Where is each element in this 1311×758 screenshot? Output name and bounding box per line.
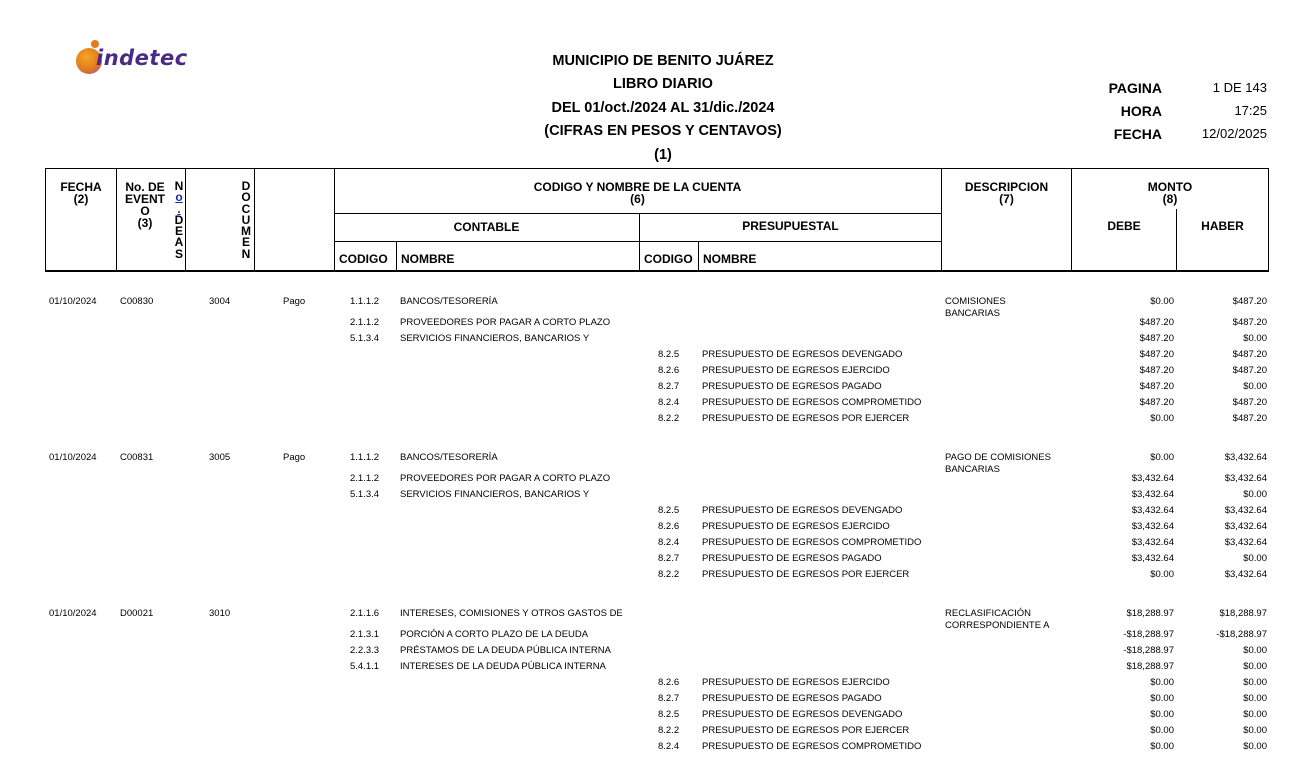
line-haber: $0.00 <box>1243 553 1267 564</box>
report-title: LIBRO DIARIO <box>613 76 713 88</box>
line-haber: $0.00 <box>1243 709 1267 720</box>
line-debe: $0.00 <box>1150 709 1174 720</box>
line-nombre-presupuestal: PRESUPUESTO DE EGRESOS PAGADO <box>702 693 882 704</box>
line-haber: $487.20 <box>1232 296 1267 307</box>
line-haber: $0.00 <box>1243 725 1267 736</box>
line-debe: $3,432.64 <box>1131 553 1174 564</box>
line-nombre-presupuestal: PRESUPUESTO DE EGRESOS POR EJERCER <box>702 413 910 424</box>
line-codigo-presupuestal: 8.2.7 <box>658 553 680 564</box>
line-nombre-contable: BANCOS/TESORERÍA <box>400 296 498 307</box>
line-haber: $487.20 <box>1232 349 1267 360</box>
line-haber: $0.00 <box>1243 693 1267 704</box>
line-nombre-contable: PRÉSTAMOS DE LA DEUDA PÚBLICA INTERNA <box>400 645 611 656</box>
line-debe: $0.00 <box>1150 677 1174 688</box>
entry-descripcion: RECLASIFICACIÓN <box>945 608 1032 619</box>
line-codigo-contable: 1.1.1.2 <box>350 296 380 307</box>
line-haber: $3,432.64 <box>1224 521 1267 532</box>
entry-descripcion: PAGO DE COMISIONES <box>945 452 1051 463</box>
entry-fecha: 01/10/2024 <box>49 608 97 619</box>
column-header-table <box>45 168 1269 272</box>
line-codigo-presupuestal: 8.2.6 <box>658 365 680 376</box>
entry-fecha: 01/10/2024 <box>49 452 97 463</box>
line-codigo-contable: 2.1.1.2 <box>350 473 380 484</box>
line-nombre-presupuestal: PRESUPUESTO DE EGRESOS DEVENGADO <box>702 709 903 720</box>
col-codigo-contable: CODIGO <box>339 252 388 266</box>
line-haber: $0.00 <box>1243 677 1267 688</box>
col-nombre-presupuestal: NOMBRE <box>703 252 757 266</box>
line-haber: $3,432.64 <box>1224 473 1267 484</box>
report-period: DEL 01/oct./2024 AL 31/dic./2024 <box>551 100 775 116</box>
line-haber: $18,288.97 <box>1219 608 1267 619</box>
line-debe: $0.00 <box>1150 296 1174 307</box>
line-nombre-presupuestal: PRESUPUESTO DE EGRESOS DEVENGADO <box>702 349 903 360</box>
col-cuenta: CODIGO Y NOMBRE DE LA CUENTA (6) <box>533 180 742 206</box>
line-nombre-contable: PORCIÓN A CORTO PLAZO DE LA DEUDA <box>400 629 589 640</box>
line-codigo-presupuestal: 8.2.5 <box>658 505 680 516</box>
line-nombre-presupuestal: PRESUPUESTO DE EGRESOS DEVENGADO <box>702 505 903 516</box>
line-debe: $487.20 <box>1139 397 1174 408</box>
line-haber: $3,432.64 <box>1224 505 1267 516</box>
col-contable: CONTABLE <box>453 220 520 234</box>
entry-documento: 3010 <box>209 608 231 619</box>
entry-descripcion: BANCARIAS <box>945 308 1000 319</box>
line-codigo-presupuestal: 8.2.4 <box>658 741 680 752</box>
line-codigo-contable: 5.1.3.4 <box>350 489 380 500</box>
line-nombre-presupuestal: PRESUPUESTO DE EGRESOS PAGADO <box>702 553 882 564</box>
line-haber: $0.00 <box>1243 661 1267 672</box>
pagina-value: 1 DE 143 <box>1212 80 1267 95</box>
line-nombre-presupuestal: PRESUPUESTO DE EGRESOS COMPROMETIDO <box>702 537 922 548</box>
line-debe: $18,288.97 <box>1126 608 1174 619</box>
entry-evento: C00830 <box>120 296 154 307</box>
line-codigo-contable: 2.1.1.6 <box>350 608 380 619</box>
col-debe: DEBE <box>1107 219 1141 233</box>
line-codigo-contable: 5.4.1.1 <box>350 661 380 672</box>
line-haber: $0.00 <box>1243 489 1267 500</box>
line-nombre-presupuestal: PRESUPUESTO DE EGRESOS POR EJERCER <box>702 725 910 736</box>
line-codigo-contable: 2.1.1.2 <box>350 317 380 328</box>
line-haber: $487.20 <box>1232 365 1267 376</box>
line-codigo-presupuestal: 8.2.7 <box>658 693 680 704</box>
line-nombre-presupuestal: PRESUPUESTO DE EGRESOS EJERCIDO <box>702 365 890 376</box>
logo-wordmark: indetec <box>96 46 188 70</box>
col-haber: HABER <box>1201 219 1244 233</box>
line-haber: $0.00 <box>1243 741 1267 752</box>
line-nombre-presupuestal: PRESUPUESTO DE EGRESOS EJERCIDO <box>702 521 890 532</box>
line-codigo-presupuestal: 8.2.5 <box>658 349 680 360</box>
line-nombre-contable: SERVICIOS FINANCIEROS, BANCARIOS Y <box>400 333 590 344</box>
line-haber: $487.20 <box>1232 413 1267 424</box>
hora-value: 17:25 <box>1234 103 1267 118</box>
line-nombre-presupuestal: PRESUPUESTO DE EGRESOS POR EJERCER <box>702 569 910 580</box>
line-codigo-presupuestal: 8.2.2 <box>658 725 680 736</box>
line-codigo-presupuestal: 8.2.6 <box>658 677 680 688</box>
report-entity: MUNICIPIO DE BENITO JUÁREZ <box>552 53 774 69</box>
line-haber: $487.20 <box>1232 317 1267 328</box>
col-documento: D O C U M E N <box>241 181 251 261</box>
line-debe: $487.20 <box>1139 317 1174 328</box>
line-codigo-presupuestal: 8.2.6 <box>658 521 680 532</box>
line-debe: $3,432.64 <box>1131 537 1174 548</box>
line-nombre-contable: INTERESES DE LA DEUDA PÚBLICA INTERNA <box>400 661 606 672</box>
hora-label: HORA <box>1120 103 1162 119</box>
entry-evento: C00831 <box>120 452 154 463</box>
line-haber: $0.00 <box>1243 333 1267 344</box>
col-monto: MONTO (8) <box>1147 180 1193 206</box>
line-haber: $3,432.64 <box>1224 452 1267 463</box>
col-nombre-contable: NOMBRE <box>401 252 455 266</box>
line-debe: $3,432.64 <box>1131 521 1174 532</box>
line-debe: $487.20 <box>1139 349 1174 360</box>
entry-fecha: 01/10/2024 <box>49 296 97 307</box>
entry-evento: D00021 <box>120 608 154 619</box>
line-codigo-contable: 1.1.1.2 <box>350 452 380 463</box>
line-codigo-presupuestal: 8.2.4 <box>658 397 680 408</box>
line-nombre-presupuestal: PRESUPUESTO DE EGRESOS COMPROMETIDO <box>702 397 922 408</box>
col-no-de-asiento: N o . D E A S <box>174 181 184 261</box>
col-evento: No. DE EVENT O (3) <box>124 180 165 230</box>
line-codigo-contable: 5.1.3.4 <box>350 333 380 344</box>
line-debe: $487.20 <box>1139 381 1174 392</box>
line-nombre-presupuestal: PRESUPUESTO DE EGRESOS EJERCIDO <box>702 677 890 688</box>
entry-documento: 3004 <box>209 296 231 307</box>
line-codigo-presupuestal: 8.2.5 <box>658 709 680 720</box>
line-nombre-contable: PROVEEDORES POR PAGAR A CORTO PLAZO <box>400 473 611 484</box>
line-codigo-contable: 2.2.3.3 <box>350 645 380 656</box>
line-haber: -$18,288.97 <box>1216 629 1267 640</box>
entry-documento: 3005 <box>209 452 231 463</box>
line-codigo-contable: 2.1.3.1 <box>350 629 380 640</box>
line-haber: $487.20 <box>1232 397 1267 408</box>
line-codigo-presupuestal: 8.2.2 <box>658 569 680 580</box>
line-debe: -$18,288.97 <box>1123 645 1174 656</box>
indetec-logo <box>76 40 206 80</box>
entry-tipo: Pago <box>283 296 306 307</box>
line-codigo-presupuestal: 8.2.2 <box>658 413 680 424</box>
line-nombre-presupuestal: PRESUPUESTO DE EGRESOS PAGADO <box>702 381 882 392</box>
line-debe: $18,288.97 <box>1126 661 1174 672</box>
report-units: (CIFRAS EN PESOS Y CENTAVOS) <box>544 123 782 139</box>
line-haber: $3,432.64 <box>1224 537 1267 548</box>
entry-descripcion: COMISIONES <box>945 296 1006 307</box>
line-haber: $3,432.64 <box>1224 569 1267 580</box>
line-debe: $0.00 <box>1150 725 1174 736</box>
line-debe: $3,432.64 <box>1131 505 1174 516</box>
line-debe: $487.20 <box>1139 365 1174 376</box>
line-debe: $3,432.64 <box>1131 473 1174 484</box>
line-debe: $0.00 <box>1150 741 1174 752</box>
line-haber: $0.00 <box>1243 645 1267 656</box>
line-debe: -$18,288.97 <box>1123 629 1174 640</box>
line-nombre-contable: SERVICIOS FINANCIEROS, BANCARIOS Y <box>400 489 590 500</box>
line-haber: $0.00 <box>1243 381 1267 392</box>
line-codigo-presupuestal: 8.2.4 <box>658 537 680 548</box>
col-presupuestal: PRESUPUESTAL <box>742 219 839 233</box>
line-nombre-presupuestal: PRESUPUESTO DE EGRESOS COMPROMETIDO <box>702 741 922 752</box>
line-debe: $487.20 <box>1139 333 1174 344</box>
line-debe: $0.00 <box>1150 413 1174 424</box>
fecha-label: FECHA <box>1113 126 1162 142</box>
line-debe: $0.00 <box>1150 569 1174 580</box>
entry-tipo: Pago <box>283 452 306 463</box>
col-codigo-presupuestal: CODIGO <box>644 252 693 266</box>
col-descripcion: DESCRIPCION (7) <box>964 180 1049 206</box>
line-nombre-contable: INTERESES, COMISIONES Y OTROS GASTOS DE <box>400 608 623 619</box>
line-debe: $3,432.64 <box>1131 489 1174 500</box>
entry-descripcion: CORRESPONDIENTE A <box>945 620 1050 631</box>
entry-descripcion: BANCARIAS <box>945 464 1000 475</box>
col-fecha: FECHA (2) <box>60 180 102 206</box>
line-nombre-contable: BANCOS/TESORERÍA <box>400 452 498 463</box>
line-debe: $0.00 <box>1150 452 1174 463</box>
fecha-value: 12/02/2025 <box>1201 126 1267 141</box>
report-ref: (1) <box>654 147 672 163</box>
line-codigo-presupuestal: 8.2.7 <box>658 381 680 392</box>
line-debe: $0.00 <box>1150 693 1174 704</box>
line-nombre-contable: PROVEEDORES POR PAGAR A CORTO PLAZO <box>400 317 611 328</box>
pagina-label: PAGINA <box>1108 80 1162 96</box>
